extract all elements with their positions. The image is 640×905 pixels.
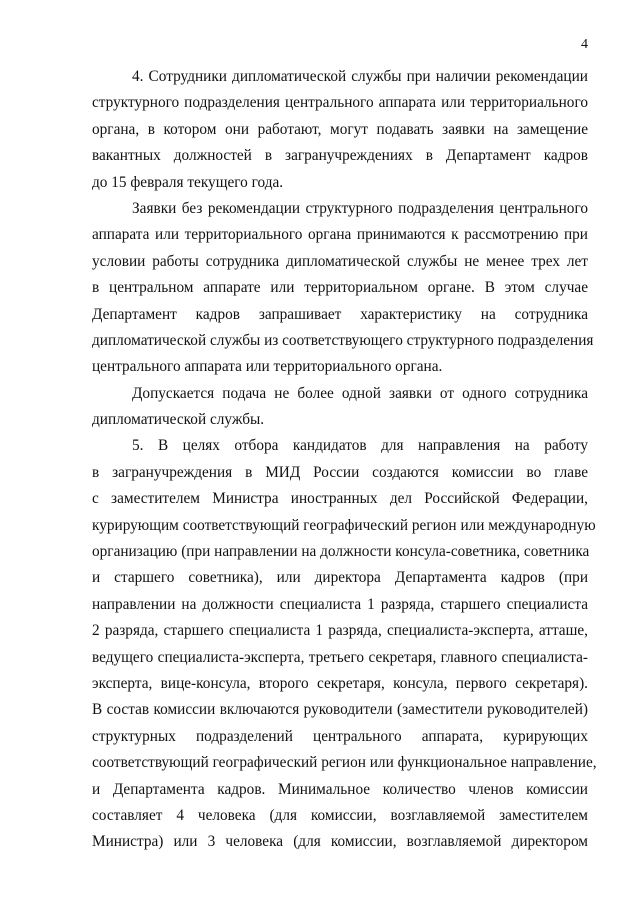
body-text (92, 64, 597, 856)
text-line: 5. В целях отбора кандидатов для направления на работу (132, 437, 588, 455)
text-line: структурных подразделений центрального аппарата, курирующих (92, 727, 588, 745)
text-line: составляет 4 человека (для комиссии, возглавляемой заместителем (92, 806, 588, 824)
text-line: дипломатической службы. (92, 411, 265, 429)
text-line: соответствующий географический регион или функциональное направление, (92, 754, 597, 772)
text-line: направлении на должности специалиста 1 разряда, старшего специалиста (92, 595, 588, 613)
text-line: 4. Сотрудники дипломатической службы при наличии рекомендации (132, 68, 588, 85)
text-line: органа, в котором они работают, могут подавать заявки на замещение (92, 120, 588, 138)
text-line: до 15 февраля текущего года. (92, 173, 284, 191)
text-line: в загранучреждения в МИД России создаются комиссии во главе (92, 463, 588, 481)
text-line: ведущего специалиста-эксперта, третьего секретаря, главного специалиста- (92, 648, 588, 666)
page-number: 4 (581, 37, 588, 52)
text-line: В состав комиссии включаются руководители (заместители руководителей) (92, 701, 588, 719)
text-line: в центральном аппарате или территориальном органе. В этом случае (92, 279, 588, 297)
text-line: Департамент кадров запрашивает характеристику на сотрудника (92, 305, 588, 323)
text-line: и старшего советника), или директора Департамента кадров (при (92, 569, 588, 587)
text-line: эксперта, вице-консула, второго секретаря, консула, первого секретаря). (92, 674, 588, 692)
text-line: вакантных должностей в загранучреждениях в Департамент кадров (92, 147, 588, 165)
text-line: условии работы сотрудника дипломатической службы не менее трех лет (92, 252, 588, 270)
text-line: центрального аппарата или территориального органа. (92, 358, 443, 376)
text-line: курирующим соответствующий географический регион или международную (92, 516, 596, 534)
text-line: Министра) или 3 человека (для комиссии, возглавляемой директором (92, 833, 588, 851)
text-line: аппарата или территориального органа принимаются к рассмотрению при (92, 226, 588, 244)
text-line: и Департамента кадров. Минимальное количество членов комиссии (92, 780, 588, 798)
text-line: дипломатической службы из соответствующего структурного подразделения (92, 331, 594, 349)
text-line: структурного подразделения центрального аппарата или территориального (92, 94, 588, 112)
text-line: Допускается подача не более одной заявки от одного сотрудника (132, 384, 588, 402)
text-line: 2 разряда, старшего специалиста 1 разряда, специалиста-эксперта, атташе, (92, 622, 588, 640)
text-line: с заместителем Министра иностранных дел Российской Федерации, (92, 490, 588, 508)
text-line: организацию (при направлении на должности консула-советника, советника (92, 543, 590, 561)
text-line: Заявки без рекомендации структурного подразделения центрального (132, 199, 588, 217)
